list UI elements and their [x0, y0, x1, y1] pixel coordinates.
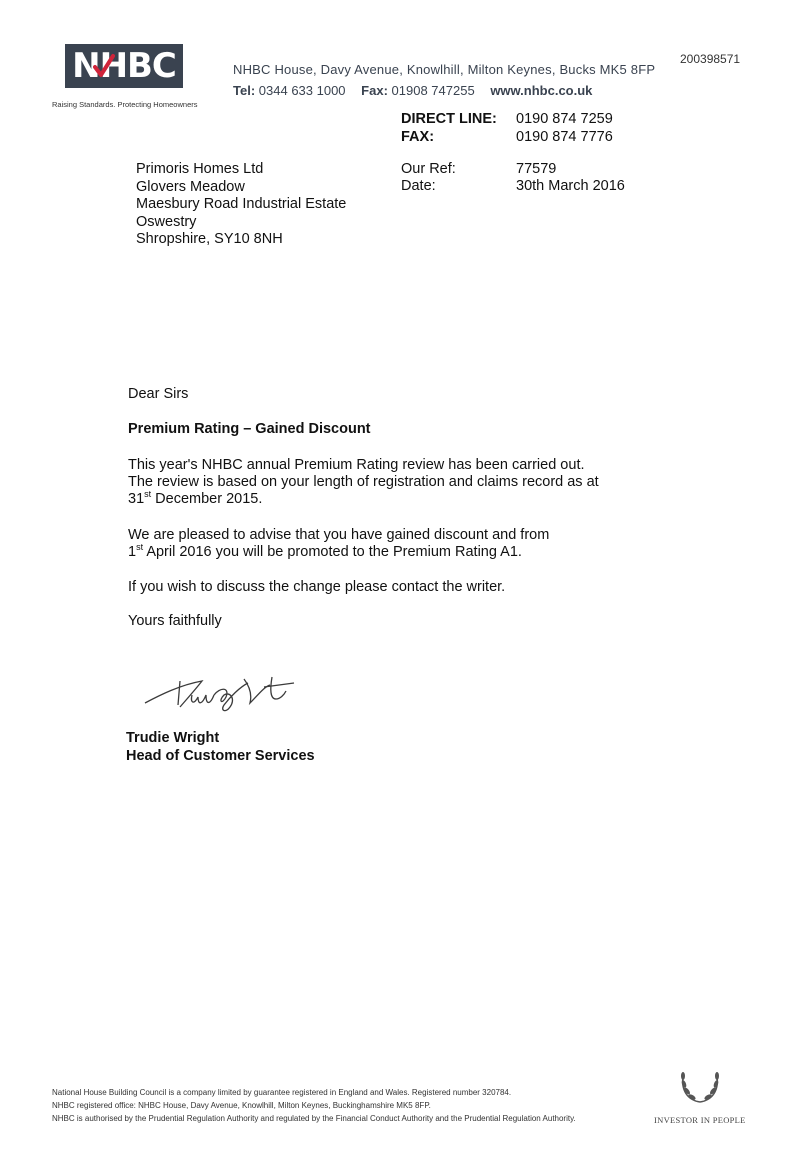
address-line: Shropshire, SY10 8NH	[136, 231, 283, 247]
address-line: Maesbury Road Industrial Estate	[136, 196, 347, 212]
tel-label: Tel:	[233, 83, 256, 98]
salutation: Dear Sirs	[128, 386, 189, 402]
laurel-wreath-icon	[677, 1060, 723, 1106]
date-value: 30th March 2016	[516, 178, 625, 194]
header-contact	[233, 83, 592, 98]
fax-contact-value: 0190 874 7776	[516, 129, 613, 145]
footer-line: NHBC is authorised by the Prudential Regulation Authority and regulated by the Financial Conduct Authority and the Prudential Regulation Authority.	[52, 1114, 576, 1123]
paragraph-line: This year's NHBC annual Premium Rating review has been carried out.	[128, 457, 585, 473]
document-number: 200398571	[680, 52, 741, 66]
header-address: NHBC House, Davy Avenue, Knowlhill, Milton Keynes, Bucks MK5 8FP	[233, 62, 656, 77]
closing: Yours faithfully	[128, 613, 222, 629]
logo-tagline: Raising Standards. Protecting Homeowners	[52, 100, 198, 109]
address-line: Oswestry	[136, 213, 197, 230]
address-line: Glovers Meadow	[136, 178, 245, 195]
paragraph-line	[128, 544, 549, 561]
paragraph-2	[128, 527, 549, 561]
paragraph-3: If you wish to discuss the change please contact the writer.	[128, 579, 506, 595]
nhbc-logo	[65, 44, 183, 88]
our-ref-label: Our Ref:	[401, 161, 456, 177]
investor-in-people-label: INVESTOR IN PEOPLE	[654, 1115, 746, 1125]
ordinal-suffix: st	[144, 489, 152, 500]
logo-text: NHBC	[72, 46, 176, 86]
fax-label: Fax:	[361, 83, 388, 98]
direct-line-label: DIRECT LINE:	[401, 111, 497, 127]
footer-line: NHBC registered office: NHBC House, Davy Avenue, Knowlhill, Milton Keynes, Buckinghamshire MK5 8FP.	[52, 1101, 431, 1110]
day-number: 31	[128, 491, 145, 507]
paragraph-line: The review is based on your length of registration and claims record as at	[128, 474, 599, 490]
date-rest: April 2016 you will be promoted to the Premium Rating A1.	[143, 544, 522, 560]
direct-line-value: 0190 874 7259	[516, 111, 613, 127]
website: www.nhbc.co.uk	[490, 83, 593, 98]
paragraph-line	[128, 491, 599, 508]
our-ref-value: 77579	[516, 161, 557, 177]
logo-check-icon	[93, 53, 115, 79]
signer-title: Head of Customer Services	[126, 748, 315, 764]
recipient-address	[136, 161, 346, 249]
date-label: Date:	[401, 178, 436, 194]
fax-contact-label: FAX:	[401, 129, 435, 145]
address-line: Primoris Homes Ltd	[136, 161, 264, 177]
date-rest: December 2015.	[151, 491, 263, 507]
tel-number: 0344 633 1000	[258, 83, 346, 98]
fax-number: 01908 747255	[391, 83, 475, 98]
ordinal-suffix: st	[136, 542, 144, 553]
day-number: 1	[128, 544, 137, 560]
paragraph-1	[128, 457, 599, 508]
signature-image	[140, 665, 310, 720]
signer-name: Trudie Wright	[126, 730, 220, 746]
footer-line: National House Building Council is a company limited by guarantee registered in England and Wales. Registered number 320784.	[52, 1088, 512, 1097]
subject-line: Premium Rating – Gained Discount	[128, 421, 371, 437]
paragraph-line: We are pleased to advise that you have gained discount and from	[128, 527, 550, 543]
